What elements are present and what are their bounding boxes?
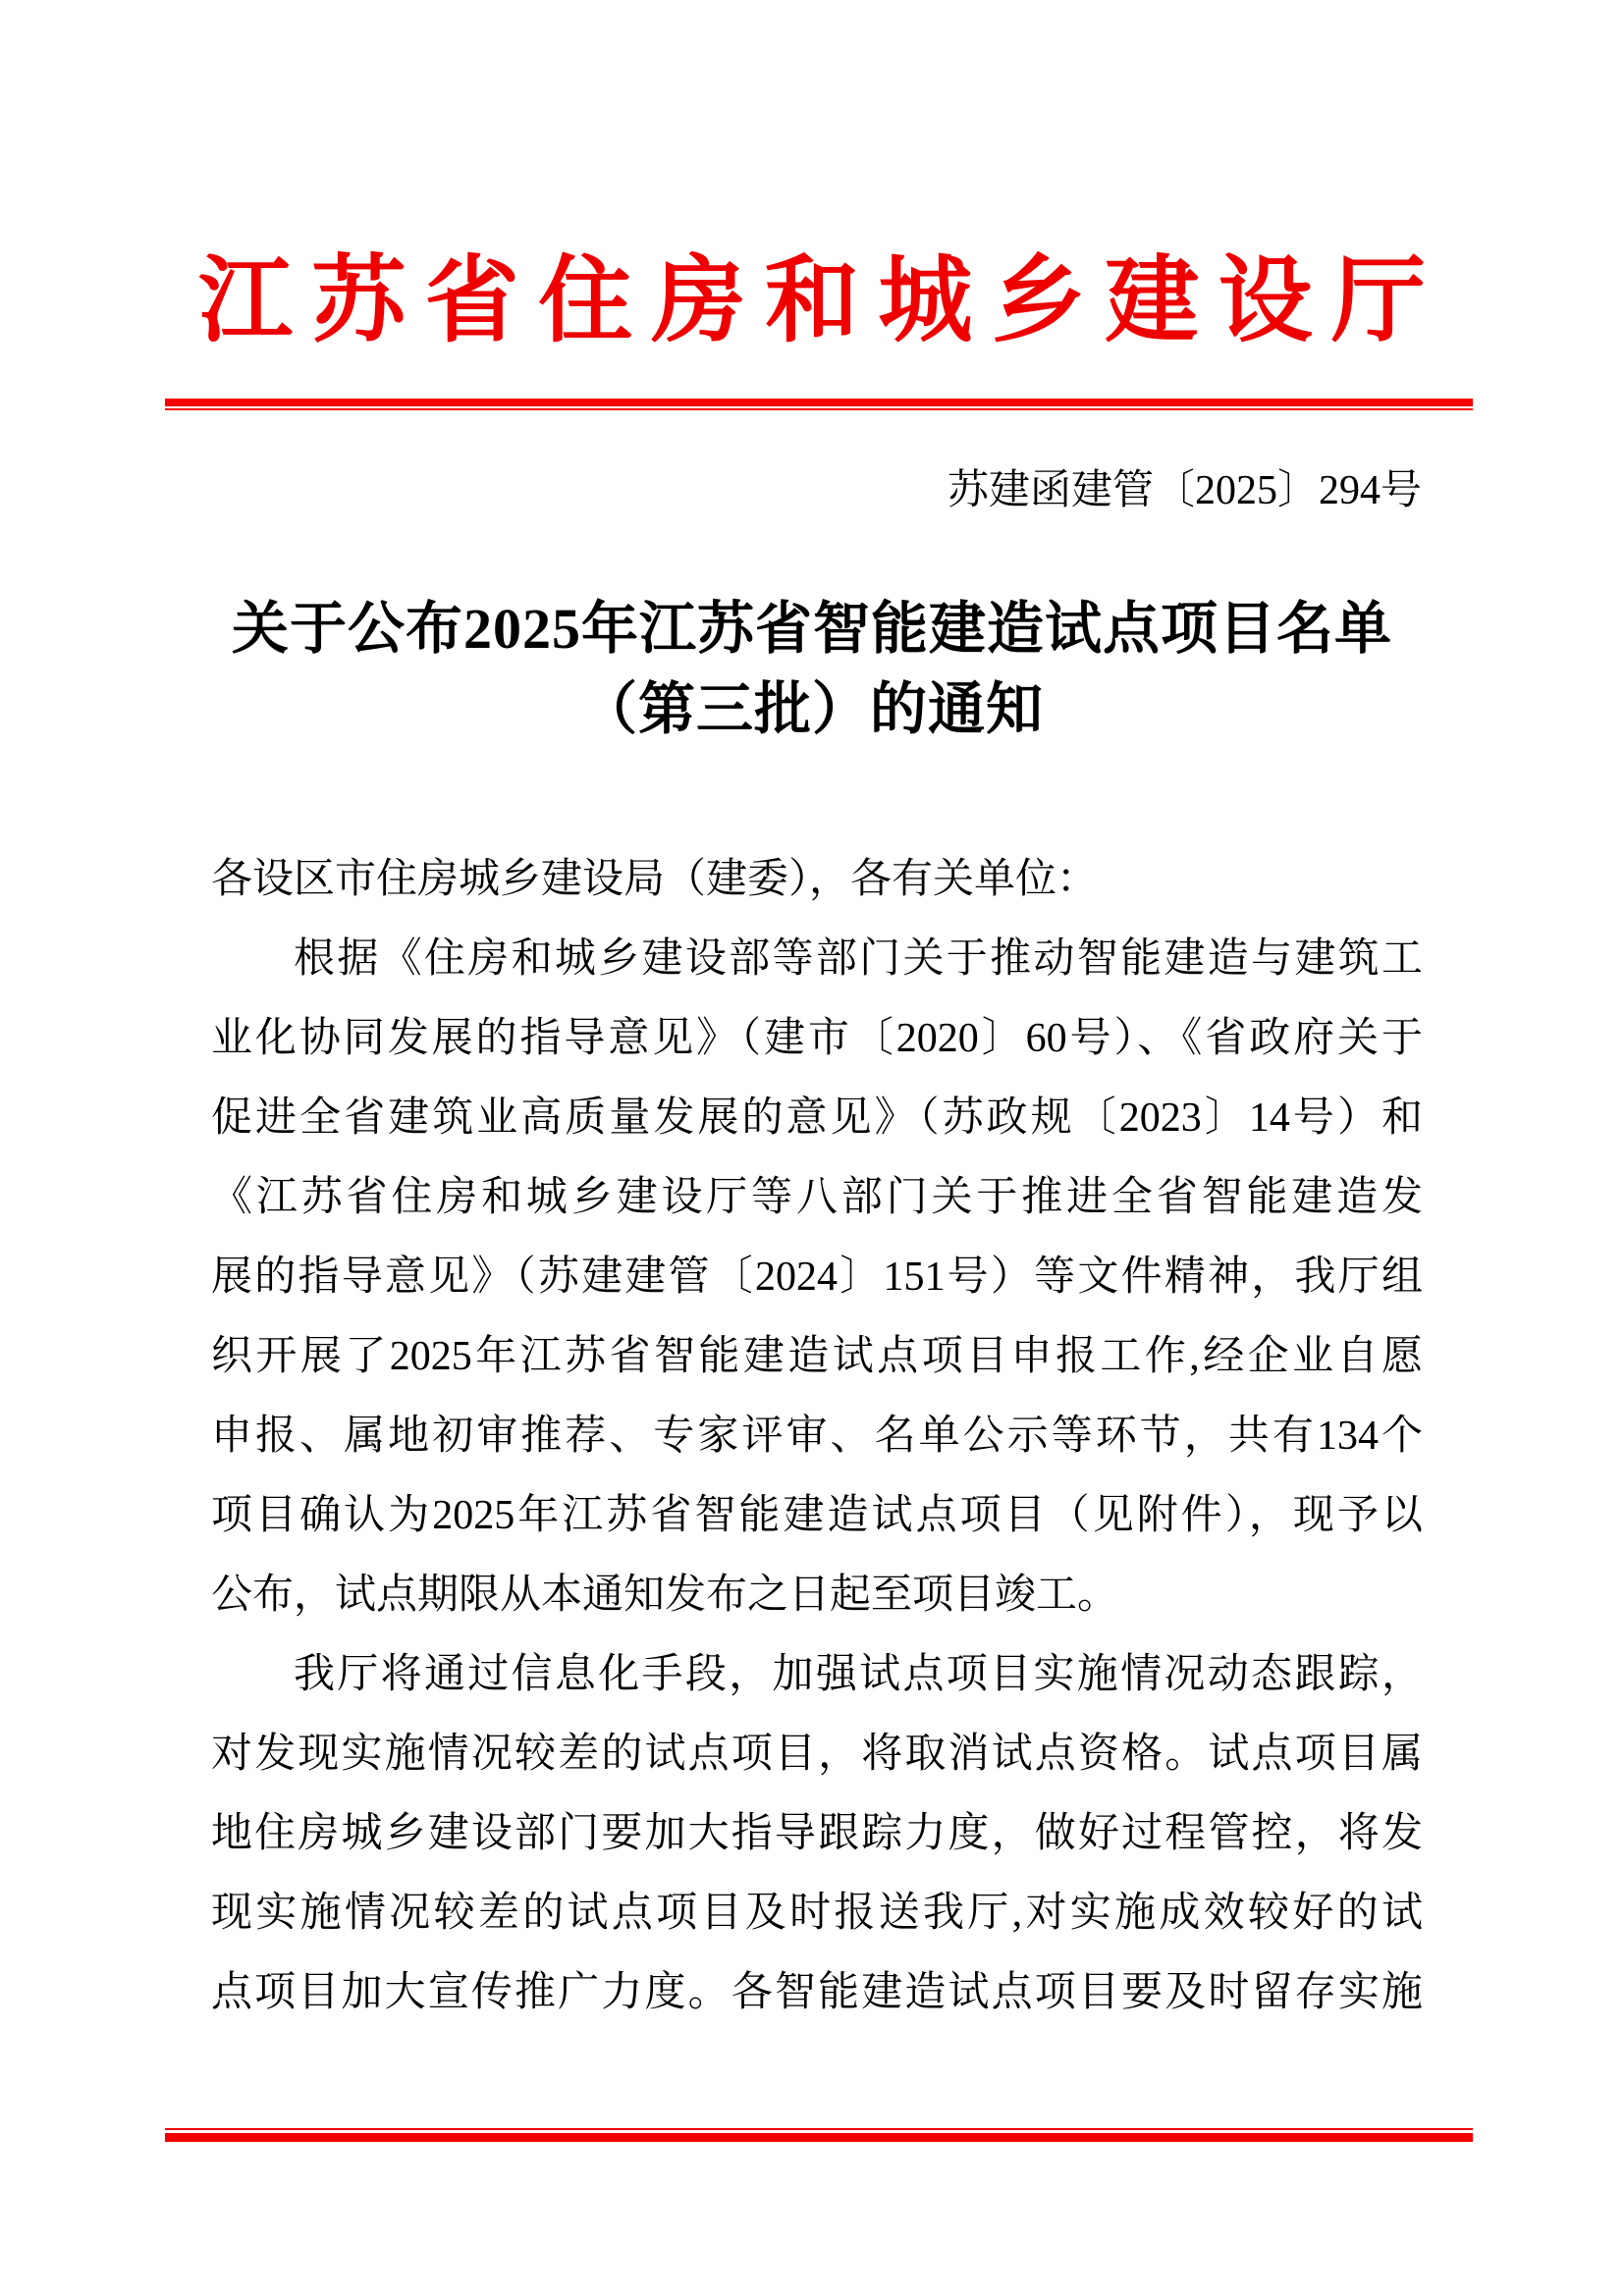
document-title-line-2: （第三批）的通知 xyxy=(579,677,1044,741)
body-line: 点项目加大宣传推广力度。各智能建造试点项目要及时留存实施 xyxy=(211,1970,1423,2015)
salutation-line: 各设区市住房城乡建设局（建委），各有关单位： xyxy=(211,857,1099,902)
masthead-divider xyxy=(165,399,1473,410)
body-paragraph xyxy=(211,1635,1423,2033)
body-line: 我厅将通过信息化手段，加强试点项目实施情况动态跟踪， xyxy=(294,1652,1423,1697)
document-title-line-1: 关于公布2025年江苏省智能建造试点项目名单 xyxy=(231,597,1392,661)
body-line: 申报、属地初审推荐、专家评审、名单公示等环节，共有134个 xyxy=(211,1414,1423,1459)
body-line: 《江苏省住房和城乡建设厅等八部门关于推进全省智能建造发 xyxy=(211,1175,1423,1220)
document-number: 苏建函建管〔2025〕294号 xyxy=(947,468,1422,513)
footer-divider-thick-bar xyxy=(165,2133,1473,2142)
footer-divider xyxy=(165,2128,1473,2142)
body-paragraph xyxy=(211,920,1423,1635)
body-line: 地住房城乡建设部门要加大指导跟踪力度，做好过程管控，将发 xyxy=(211,1811,1423,1856)
body-line: 织开展了2025年江苏省智能建造试点项目申报工作,经企业自愿 xyxy=(211,1334,1423,1379)
body-line: 促进全省建筑业高质量发展的意见》（苏政规〔2023〕14号）和 xyxy=(211,1095,1423,1141)
document-body xyxy=(211,840,1423,2033)
body-line: 业化协同发展的指导意见》（建市〔2020〕60号）、《省政府关于 xyxy=(211,1016,1423,1061)
body-line: 根据《住房和城乡建设部等部门关于推动智能建造与建筑工 xyxy=(294,936,1423,982)
body-line: 项目确认为2025年江苏省智能建造试点项目（见附件），现予以 xyxy=(211,1493,1423,1538)
masthead-divider-thin-bar xyxy=(165,408,1473,410)
paragraphs xyxy=(211,920,1423,2033)
masthead-divider-thick-bar xyxy=(165,399,1473,406)
body-line: 公布，试点期限从本通知发布之日起至项目竣工。 xyxy=(211,1573,1119,1618)
agency-masthead: 江苏省住房和城乡建设厅 xyxy=(198,248,1426,353)
body-line: 展的指导意见》（苏建建管〔2024〕151号）等文件精神，我厅组 xyxy=(211,1255,1423,1300)
body-line: 现实施情况较差的试点项目及时报送我厅,对实施成效较好的试 xyxy=(211,1891,1423,1936)
body-line: 对发现实施情况较差的试点项目，将取消试点资格。试点项目属 xyxy=(211,1732,1423,1777)
document-title xyxy=(0,589,1624,750)
